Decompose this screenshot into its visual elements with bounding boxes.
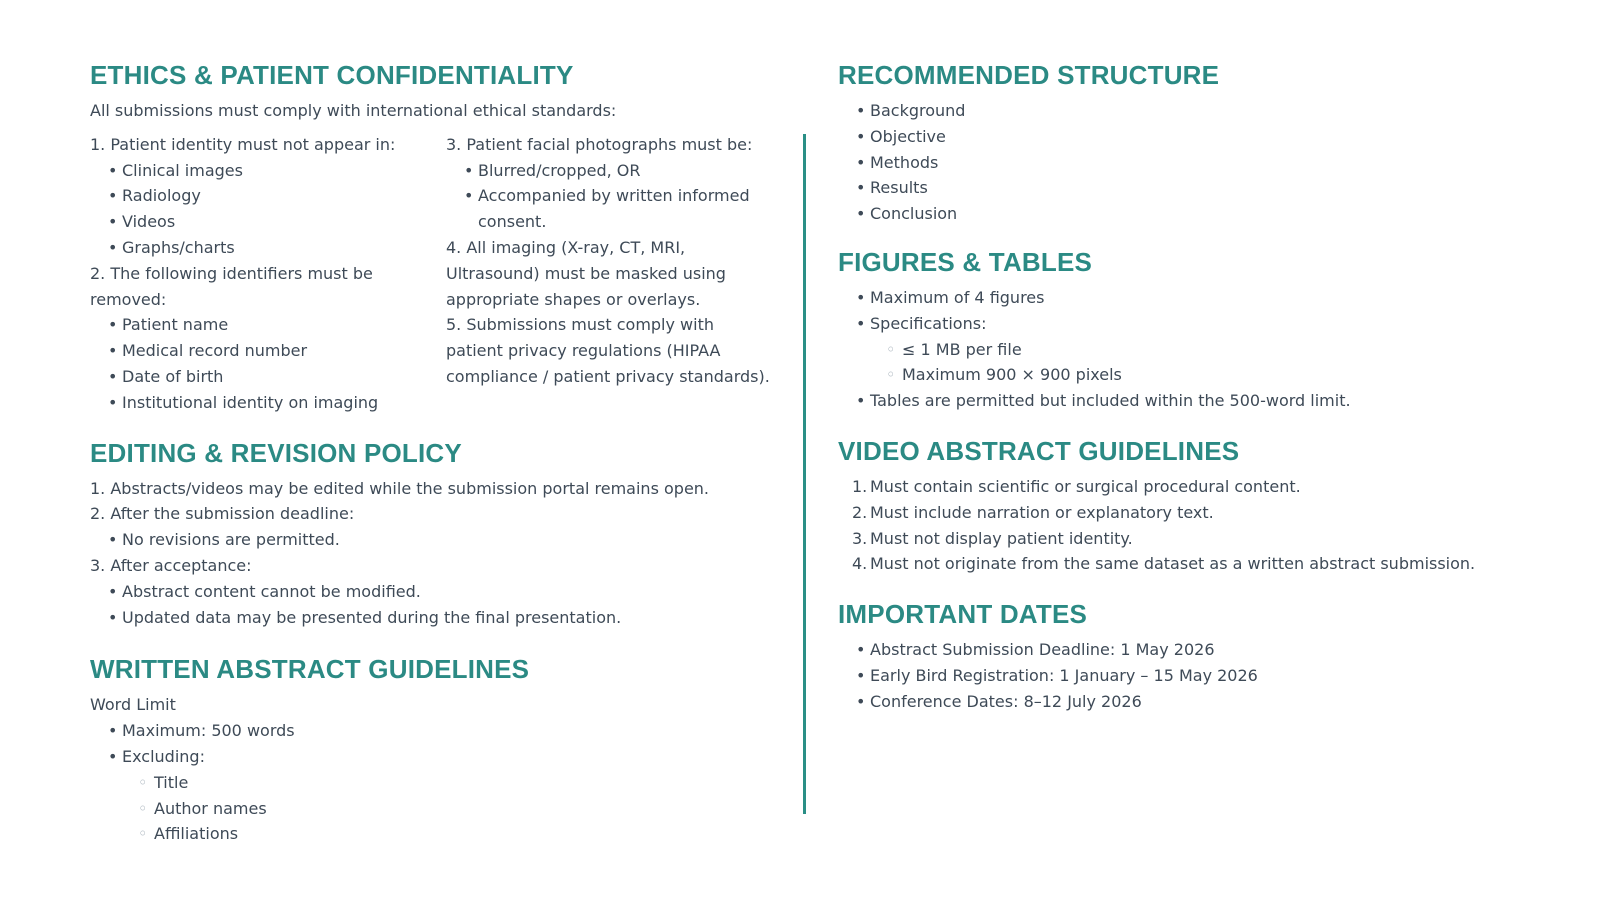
list-item: • Tables are permitted but included within the 500-word limit. — [838, 388, 1558, 414]
list-item — [838, 526, 1558, 552]
list-item: • Conclusion — [838, 201, 1558, 227]
ethics-section — [90, 58, 790, 416]
list-item: • Results — [838, 175, 1558, 201]
ethics-columns — [90, 132, 790, 416]
editing-section — [90, 436, 790, 631]
ethics-item-5-line-3: compliance / patient privacy standards). — [446, 366, 770, 386]
list-item — [838, 474, 1558, 500]
list-item: • Maximum of 4 figures — [838, 285, 1558, 311]
ethics-heading: ETHICS & PATIENT CONFIDENTIALITY — [90, 60, 574, 90]
dates-section — [838, 597, 1558, 714]
left-column — [90, 58, 790, 847]
list-number: 4. — [852, 554, 868, 574]
list-item: • Date of birth — [90, 364, 446, 390]
column-divider — [803, 134, 806, 814]
ethics-item-4-line-1: 4. All imaging (X-ray, CT, MRI, — [446, 237, 686, 257]
list-item: • Specifications: — [838, 311, 1558, 337]
list-item: • Medical record number — [90, 338, 446, 364]
video-heading: VIDEO ABSTRACT GUIDELINES — [838, 435, 1240, 466]
figures-heading: FIGURES & TABLES — [838, 246, 1093, 277]
list-item: • Radiology — [90, 183, 446, 209]
list-item: • Blurred/cropped, OR — [446, 158, 786, 184]
list-item — [838, 500, 1558, 526]
ethics-col-2 — [446, 132, 786, 416]
ethics-item-1: 1. Patient identity must not appear in: — [90, 134, 396, 154]
list-item: • Graphs/charts — [90, 235, 446, 261]
ethics-item-4-line-2: Ultrasound) must be masked using — [446, 263, 726, 283]
list-text: Must include narration or explanatory text. — [870, 502, 1214, 522]
list-item: • Excluding: — [90, 744, 790, 770]
list-item: • Accompanied by written informed — [446, 183, 786, 209]
list-item: • Early Bird Registration: 1 January – 15 May 2026 — [838, 663, 1558, 689]
ethics-item-2-line-2: removed: — [90, 289, 167, 309]
sub-list-item: ◦ Affiliations — [90, 821, 790, 847]
sub-list-item: ◦ Title — [90, 770, 790, 796]
sub-list-item: ◦ Maximum 900 × 900 pixels — [838, 362, 1558, 388]
ethics-intro: All submissions must comply with international ethical standards: — [90, 101, 617, 120]
list-number: 1. — [852, 476, 868, 496]
list-item: • Maximum: 500 words — [90, 718, 790, 744]
editing-item-3: 3. After acceptance: — [90, 555, 252, 575]
list-item: • Conference Dates: 8–12 July 2026 — [838, 689, 1558, 715]
ethics-item-5-line-1: 5. Submissions must comply with — [446, 315, 714, 335]
list-item: • Background — [838, 98, 1558, 124]
dates-heading: IMPORTANT DATES — [838, 599, 1088, 630]
sub-list-item: ◦ ≤ 1 MB per file — [838, 337, 1558, 363]
structure-heading: RECOMMENDED STRUCTURE — [838, 60, 1220, 90]
written-heading: WRITTEN ABSTRACT GUIDELINES — [90, 654, 530, 685]
sub-list-item: ◦ Author names — [90, 796, 790, 822]
figures-section — [838, 245, 1558, 414]
list-item: • Abstract Submission Deadline: 1 May 2026 — [838, 637, 1558, 663]
ethics-col-1 — [90, 132, 446, 416]
list-item: • Methods — [838, 150, 1558, 176]
list-number: 2. — [852, 502, 868, 522]
list-item: • No revisions are permitted. — [90, 527, 790, 553]
written-section — [90, 652, 790, 847]
right-column — [838, 58, 1558, 715]
dates-list — [838, 637, 1558, 714]
list-item: • Updated data may be presented during the final presentation. — [90, 605, 790, 631]
ethics-item-4-line-3: appropriate shapes or overlays. — [446, 289, 701, 309]
ethics-item-3: 3. Patient facial photographs must be: — [446, 134, 753, 154]
written-list — [90, 718, 790, 847]
list-number: 3. — [852, 528, 868, 548]
ethics-item-2-line-1: 2. The following identifiers must be — [90, 263, 373, 283]
list-item: • Clinical images — [90, 158, 446, 184]
list-text: Must not display patient identity. — [870, 528, 1133, 548]
figures-list — [838, 285, 1558, 414]
list-item: • Videos — [90, 209, 446, 235]
editing-item-3-list — [90, 579, 790, 631]
structure-list — [838, 98, 1558, 227]
editing-item-1: 1. Abstracts/videos may be edited while the submission portal remains open. — [90, 478, 710, 498]
ethics-item-5-line-2: patient privacy regulations (HIPAA — [446, 341, 721, 361]
editing-item-2: 2. After the submission deadline: — [90, 504, 355, 524]
word-limit-subheading: Word Limit — [90, 695, 176, 715]
list-item: • Institutional identity on imaging — [90, 390, 446, 416]
editing-list — [90, 476, 790, 631]
list-item: • Objective — [838, 124, 1558, 150]
editing-item-2-list — [90, 527, 790, 553]
video-section — [838, 434, 1558, 577]
list-item — [838, 551, 1558, 577]
list-item: • Patient name — [90, 312, 446, 338]
list-item-continuation: consent. — [478, 212, 547, 232]
structure-section — [838, 58, 1558, 227]
list-text: Must contain scientific or surgical procedural content. — [870, 476, 1301, 496]
list-item: • Abstract content cannot be modified. — [90, 579, 790, 605]
video-list — [838, 474, 1558, 577]
ethics-item-2-list — [90, 312, 446, 415]
editing-heading: EDITING & REVISION POLICY — [90, 437, 462, 468]
ethics-item-1-list — [90, 158, 446, 261]
ethics-item-3-list — [446, 158, 786, 235]
written-content — [90, 692, 790, 847]
list-text: Must not originate from the same dataset as a written abstract submission. — [870, 554, 1476, 574]
